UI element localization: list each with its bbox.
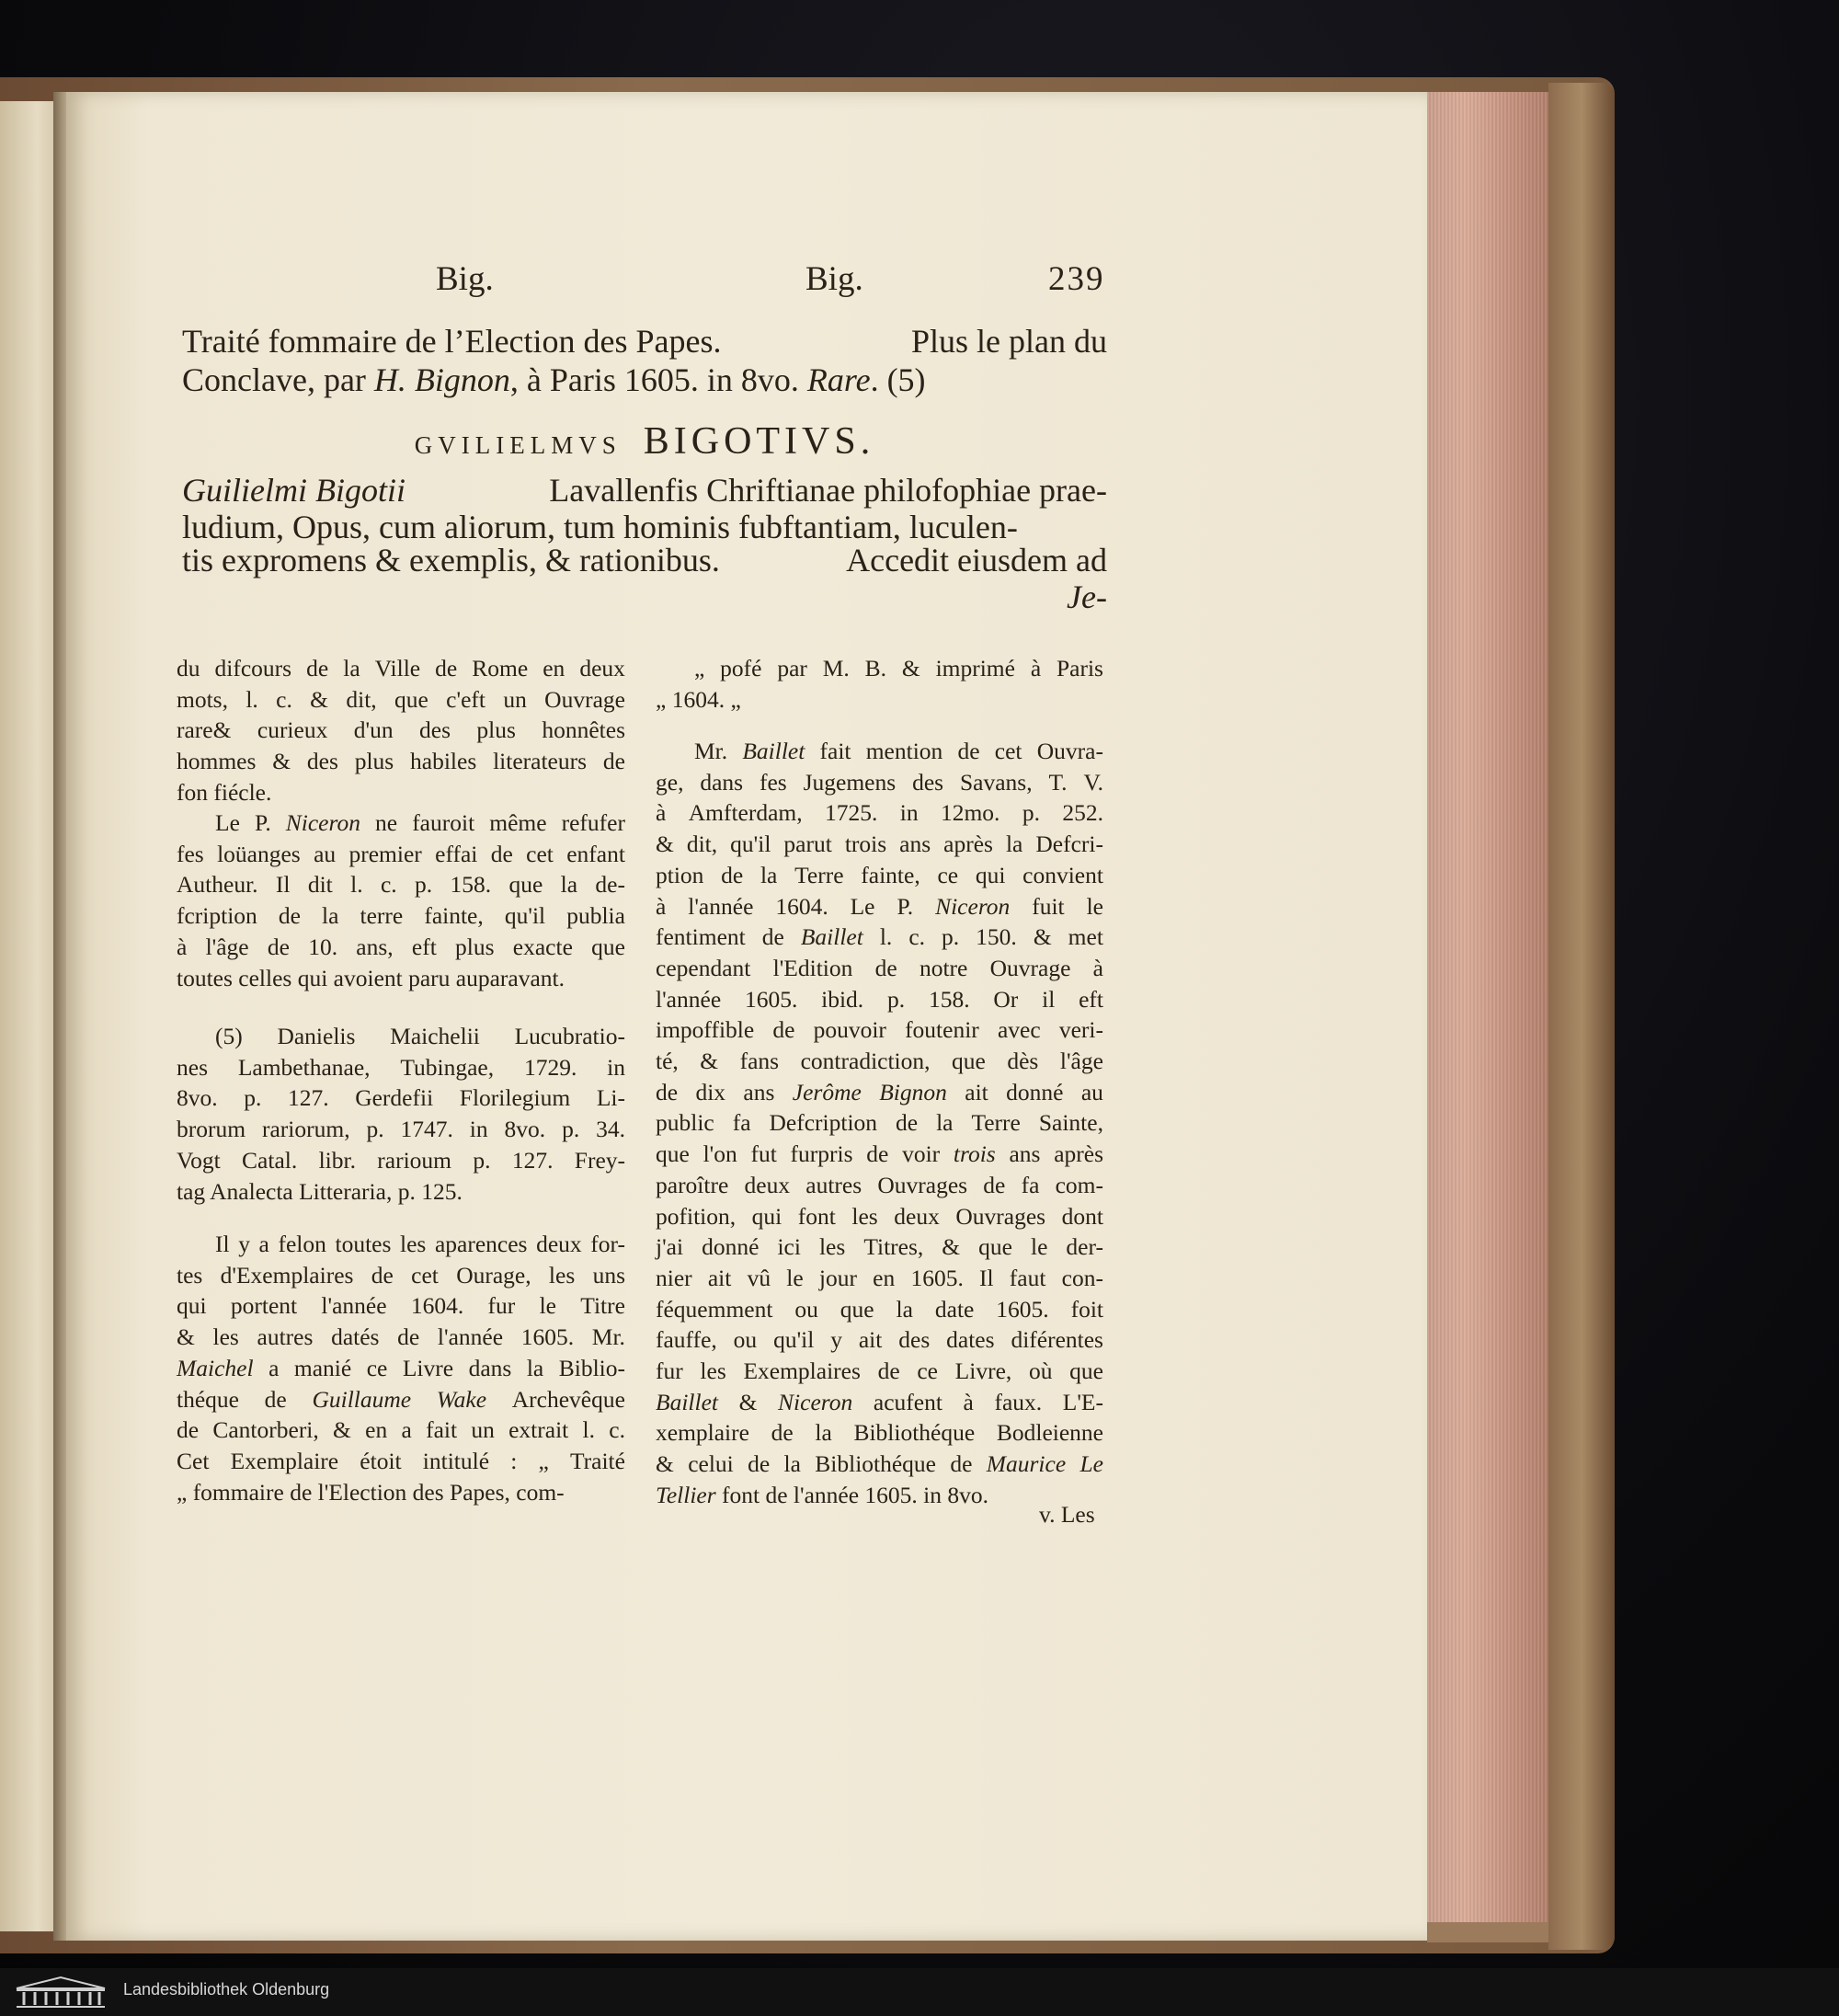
entry-line-3-a: tis expromens & exemplis, & rationibus.	[182, 542, 720, 578]
running-header-left: Big.	[436, 260, 494, 298]
text-line: Vogt Catal. libr. rarioum p. 127. Frey-	[177, 1146, 625, 1174]
text-line: nes Lambethanae, Tubingae, 1729. in	[177, 1053, 625, 1081]
entry-line-1-a: Guilielmi Bigotii	[182, 472, 405, 509]
text-line: de dix ans Jerôme Bignon ait donné au	[656, 1078, 1103, 1105]
entry-catchword: Je-	[1067, 578, 1107, 615]
top-line-2	[182, 361, 926, 399]
text-line: pofition, qui font les deux Ouvrages dont	[656, 1202, 1103, 1230]
text-line: à l'année 1604. Le P. Niceron fuit le	[656, 892, 1103, 920]
text-line: du difcours de la Ville de Rome en deux	[177, 655, 625, 682]
cover-edge	[1548, 83, 1615, 1950]
page-number: 239	[1048, 260, 1105, 298]
text-line: fauffe, ou qu'il y ait des dates diférentes	[656, 1326, 1103, 1354]
top-line-1-b: Plus le plan du	[911, 323, 1107, 360]
rare-label: Rare	[806, 361, 871, 398]
footer-institution-name: Landesbibliothek Oldenburg	[123, 1980, 330, 1999]
text-line: brorum rariorum, p. 1747. in 8vo. p. 34.	[177, 1116, 625, 1143]
text-line: que l'on fut furpris de voir trois ans après	[656, 1140, 1103, 1168]
text-line: „ fommaire de l'Election des Papes, com-	[177, 1478, 565, 1506]
top-line-2-c: , à Paris 1605. in 8vo.	[509, 361, 807, 398]
entry-heading	[182, 419, 1107, 464]
text-line: mots, l. c. & dit, que c'eft un Ouvrage	[177, 685, 625, 713]
text-line: Baillet & Niceron acufent à faux. L'E-	[656, 1388, 1103, 1415]
text-line: 8vo. p. 127. Gerdefii Florilegium Li-	[177, 1084, 625, 1112]
text-line: qui portent l'année 1604. fur le Titre	[177, 1292, 625, 1320]
text-line: cependant l'Edition de notre Ouvrage à	[656, 954, 1103, 981]
page-edges	[1427, 92, 1548, 1941]
text-line: tes d'Exemplaires de cet Ourage, les uns	[177, 1261, 625, 1289]
text-line: Tellier font de l'année 1605. in 8vo.	[656, 1481, 989, 1508]
entry-line-1	[182, 471, 1107, 510]
text-line: féquemment ou que la date 1605. foit	[656, 1295, 1103, 1323]
entry-heading-surname: BIGOTIVS.	[643, 420, 875, 463]
text-line: rare& curieux d'un des plus honnêtes	[177, 716, 625, 744]
left-column-paragraph-3	[177, 1229, 625, 1507]
text-line: fentiment de Baillet l. c. p. 150. & met	[656, 923, 1103, 951]
text-line: impoffible de pouvoir foutenir avec veri-	[656, 1016, 1103, 1044]
text-line: toutes celles qui avoient paru auparavant.	[177, 964, 565, 991]
right-column-paragraph-2	[656, 736, 1103, 1511]
text-line: fes loüanges au premier effai de cet enfant	[177, 840, 625, 867]
text-line: xemplaire de la Bibliothéque Bodleienne	[656, 1419, 1103, 1447]
entry-line-2-a: ludium, Opus, cum aliorum, tum hominis fubftantiam, luculen-	[182, 509, 1018, 545]
text-line: ge, dans fes Jugemens des Savans, T. V.	[656, 768, 1103, 796]
running-header-center: Big.	[805, 260, 863, 298]
text-line: Cet Exemplaire étoit intitulé : „ Traité	[177, 1447, 625, 1474]
text-line: Maichel a manié ce Livre dans la Biblio-	[177, 1354, 625, 1381]
top-line-1-a: Traité fommaire de l’Election des Papes.	[182, 323, 722, 360]
text-line: Autheur. Il dit l. c. p. 158. que la de-	[177, 871, 625, 899]
author-name: H. Bignon	[373, 361, 510, 398]
text-line: à l'âge de 10. ans, eft plus exacte que	[177, 933, 625, 960]
top-line-2-e: . (5)	[870, 361, 926, 398]
book-gutter	[53, 92, 66, 1941]
text-line: j'ai donné ici les Titres, & que le der-	[656, 1233, 1103, 1261]
text-line: ption de la Terre fainte, ce qui convient	[656, 861, 1103, 888]
entry-line-1-b: Lavallenfis Chriftianae philofophiae prae-	[549, 472, 1107, 509]
entry-line-3-b: Accedit eiusdem ad	[846, 542, 1107, 578]
text-line: de Cantorberi, & en a fait un extrait l. c.	[177, 1416, 625, 1444]
text-line: (5) Danielis Maichelii Lucubratio-	[215, 1023, 625, 1049]
top-line-1	[182, 322, 1107, 361]
right-column-paragraph-1	[656, 653, 1103, 715]
text-line: Il y a felon toutes les aparences deux for-	[215, 1231, 625, 1257]
library-logo-icon	[13, 1976, 109, 2010]
left-column-footnote	[177, 1021, 625, 1207]
entry-line-3	[182, 541, 1107, 579]
text-line: fur les Exemplaires de ce Livre, où que	[656, 1357, 1103, 1385]
text-line: Le P. Niceron ne fauroit même refufer	[215, 809, 625, 836]
text-line: l'année 1605. ibid. p. 158. Or il eft	[656, 985, 1103, 1013]
text-line: & celui de la Bibliothéque de Maurice Le	[656, 1450, 1103, 1478]
text-line: té, & fans contradiction, que dès l'âge	[656, 1048, 1103, 1075]
text-line: tag Analecta Litteraria, p. 125.	[177, 1177, 463, 1205]
text-line: Mr. Baillet fait mention de cet Ouvra-	[694, 738, 1103, 764]
top-line-2-a: Conclave, par	[182, 361, 374, 398]
entry-heading-first-name: GVILIELMVS	[414, 431, 622, 459]
left-column-paragraph-1	[177, 653, 625, 808]
text-line: nier ait vû le jour en 1605. Il faut con-	[656, 1264, 1103, 1291]
text-line: & les autres datés de l'année 1605. Mr.	[177, 1323, 625, 1351]
left-page-edge	[0, 101, 55, 1931]
text-line: à Amfterdam, 1725. in 12mo. p. 252.	[656, 799, 1103, 827]
text-line: théque de Guillaume Wake Archevêque	[177, 1385, 625, 1413]
text-line: fcription de la terre fainte, qu'il publia	[177, 902, 625, 930]
text-line: „ 1604. „	[656, 685, 741, 713]
text-line: paroître deux autres Ouvrages de fa com-	[656, 1171, 1103, 1198]
text-line: „ pofé par M. B. & imprimé à Paris	[694, 655, 1103, 682]
text-line: fon fiécle.	[177, 778, 272, 806]
text-line: public fa Defcription de la Terre Sainte,	[656, 1109, 1103, 1137]
catchword: v. Les	[1039, 1501, 1095, 1528]
text-line: hommes & des plus habiles literateurs de	[177, 748, 625, 775]
left-column-paragraph-2	[177, 808, 625, 993]
text-line: & dit, qu'il parut trois ans après la Defcri-	[656, 830, 1103, 858]
